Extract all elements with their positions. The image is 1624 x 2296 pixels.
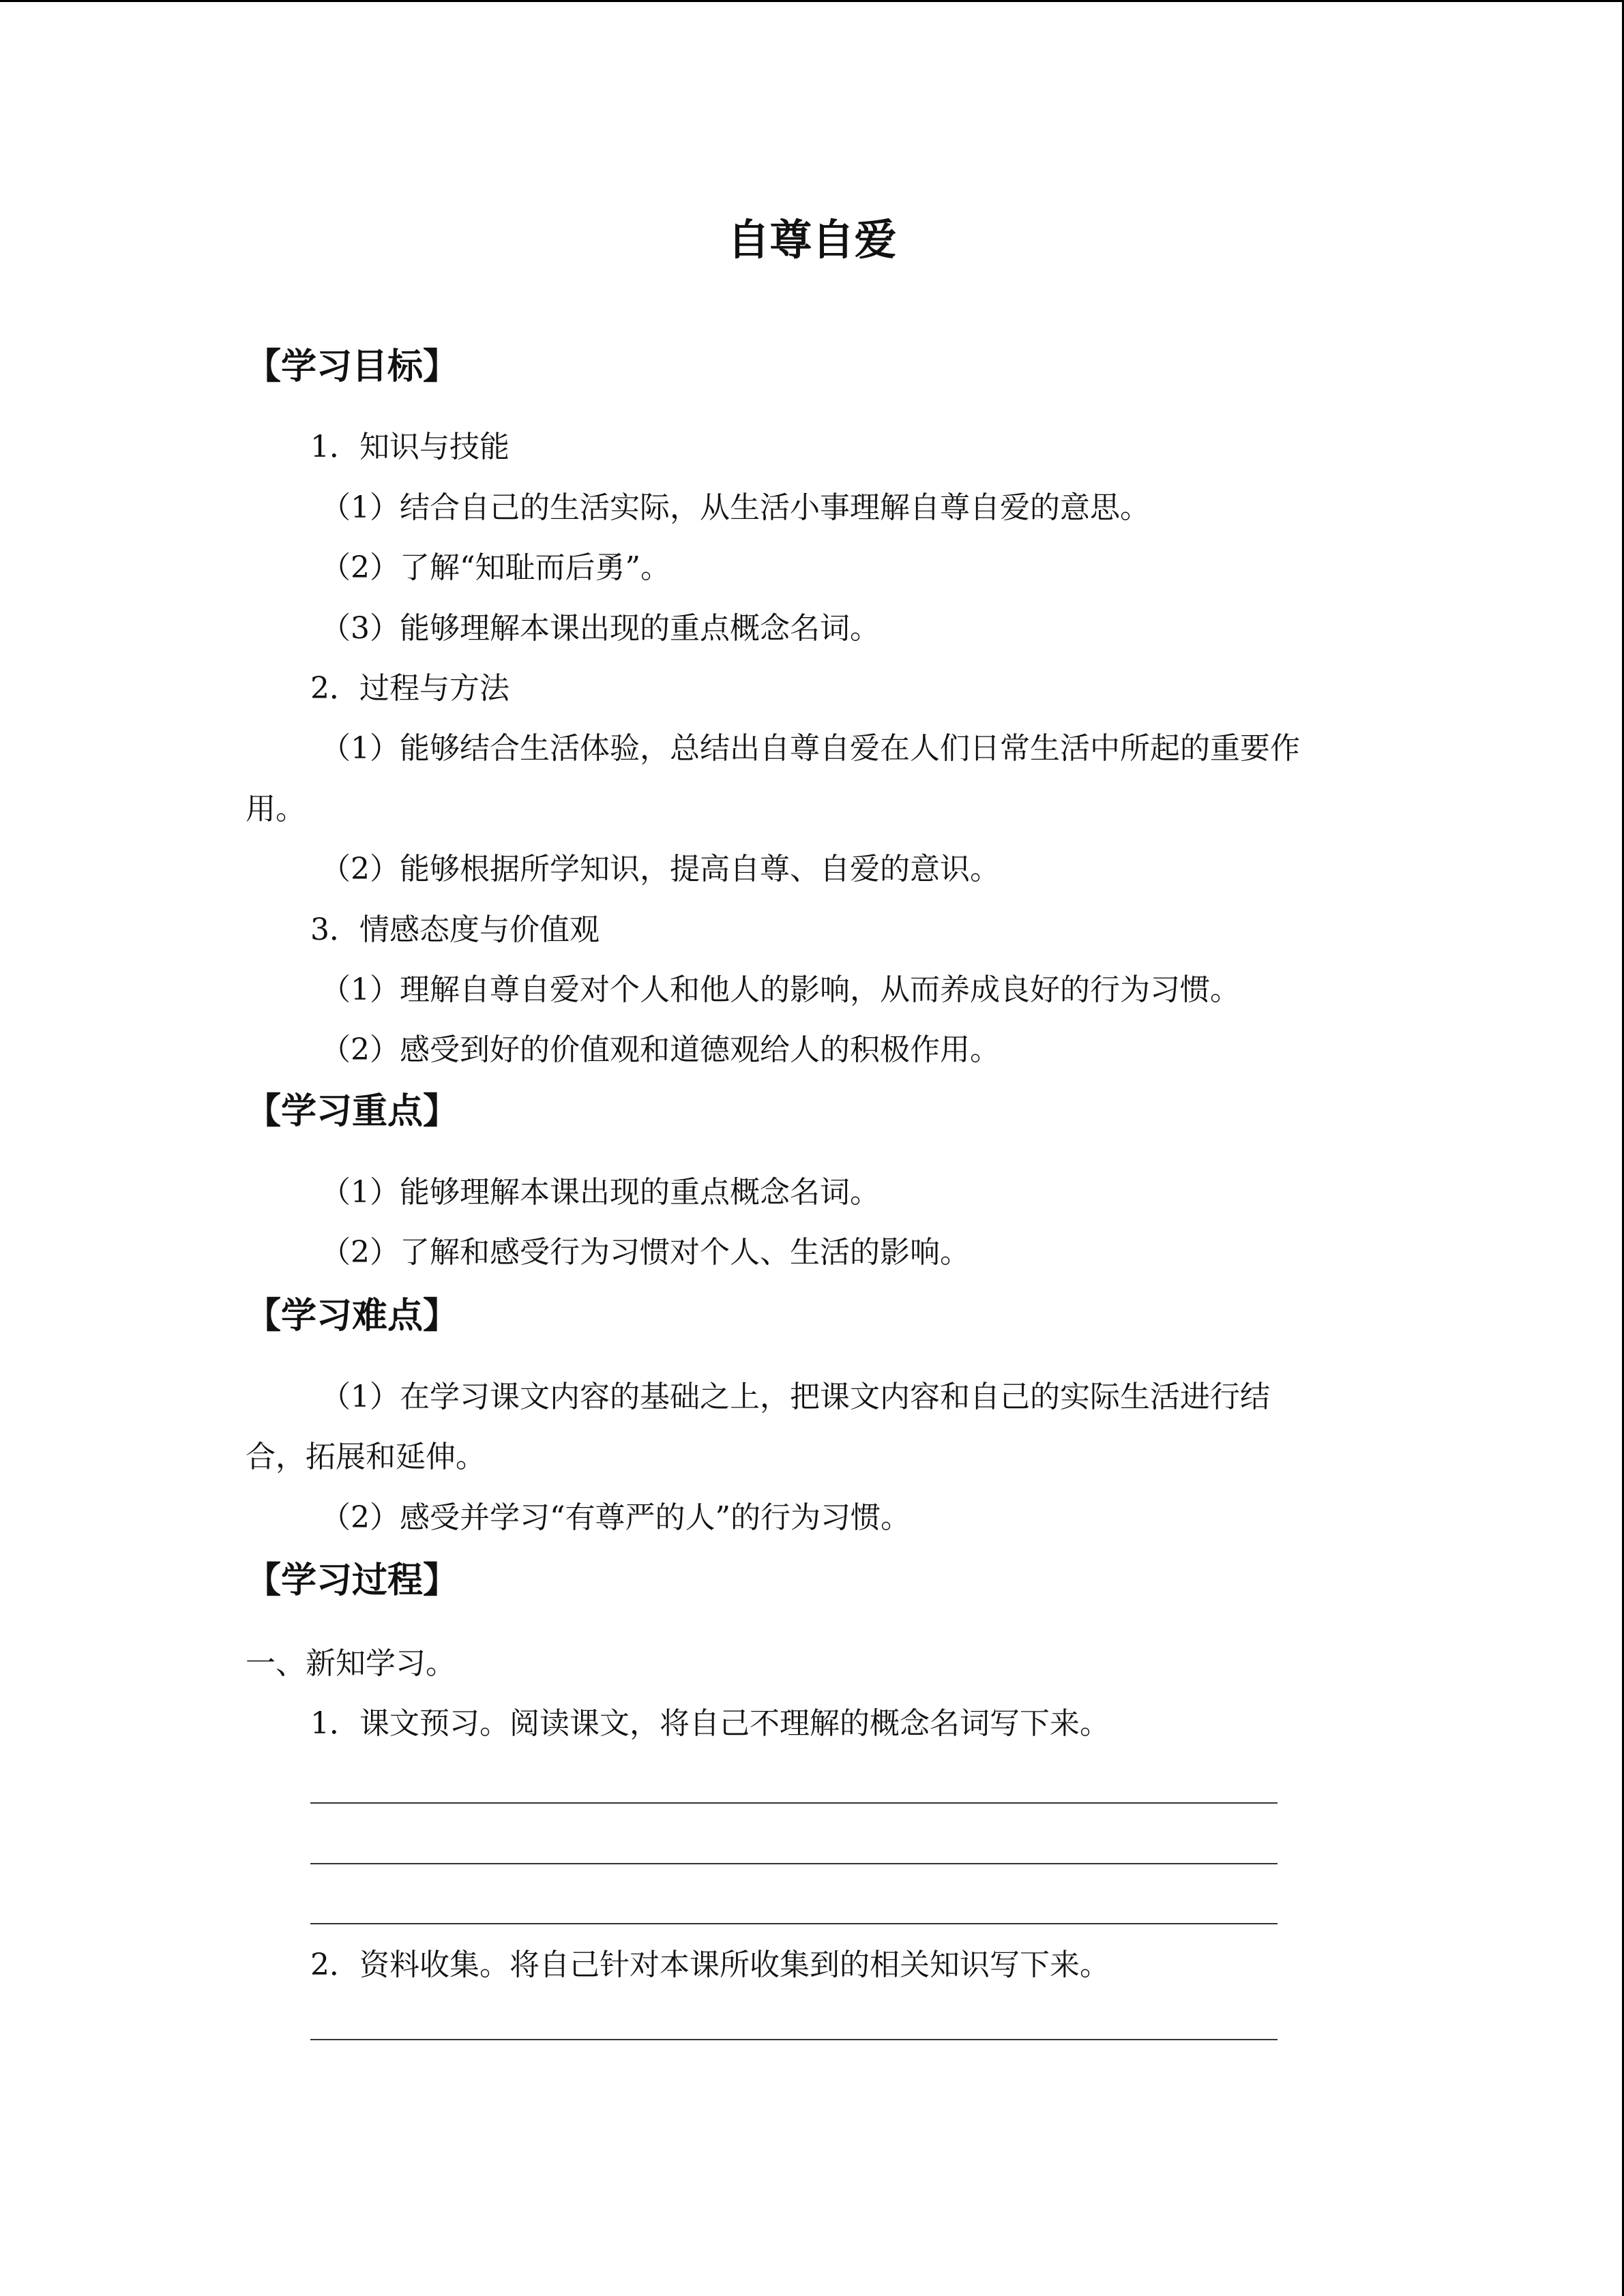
- answer-line[interactable]: [310, 1802, 1278, 1804]
- difficulty-item: （2）感受并学习“有尊严的人”的行为习惯。: [321, 1500, 911, 1535]
- goal-item: （1）结合自己的生活实际，从生活小事理解自尊自爱的意思。: [321, 490, 1150, 525]
- goal-item: （1）理解自尊自爱对个人和他人的影响，从而养成良好的行为习惯。: [321, 972, 1240, 1007]
- heading-learning-process: 【学习过程】: [246, 1560, 459, 1601]
- goal-item: （2）能够根据所学知识，提高自尊、自爱的意识。: [321, 852, 1000, 886]
- subheading-attitudes-values: 3．情感态度与价值观: [310, 912, 600, 947]
- task-material-collection: 2．资料收集。将自己针对本课所收集到的相关知识写下来。: [310, 1948, 1110, 1982]
- subheading-process-methods: 2．过程与方法: [310, 671, 510, 706]
- part-new-knowledge: 一、新知学习。: [246, 1646, 456, 1681]
- answer-line[interactable]: [310, 1923, 1278, 1924]
- document-title: 自尊自爱: [727, 215, 897, 265]
- goal-item: （2）了解“知耻而后勇”。: [321, 550, 670, 585]
- answer-line[interactable]: [310, 2039, 1278, 2040]
- subheading-knowledge-skills: 1．知识与技能: [310, 430, 510, 464]
- key-point-item: （2）了解和感受行为习惯对个人、生活的影响。: [321, 1235, 970, 1270]
- task-preview: 1．课文预习。阅读课文，将自己不理解的概念名词写下来。: [310, 1706, 1110, 1741]
- goal-item: （2）感受到好的价值观和道德观给人的积极作用。: [321, 1032, 1000, 1067]
- goal-item: （3）能够理解本课出现的重点概念名词。: [321, 611, 880, 646]
- difficulty-item-continuation: 合，拓展和延伸。: [246, 1440, 486, 1474]
- key-point-item: （1）能够理解本课出现的重点概念名词。: [321, 1175, 880, 1210]
- heading-difficulties: 【学习难点】: [246, 1296, 459, 1337]
- difficulty-item: （1）在学习课文内容的基础之上，把课文内容和自己的实际生活进行结: [321, 1380, 1270, 1414]
- heading-learning-goals: 【学习目标】: [246, 346, 459, 387]
- heading-key-points: 【学习重点】: [246, 1091, 459, 1132]
- goal-item-continuation: 用。: [246, 792, 306, 826]
- answer-line[interactable]: [310, 1863, 1278, 1864]
- goal-item: （1）能够结合生活体验，总结出自尊自爱在人们日常生活中所起的重要作: [321, 731, 1300, 766]
- page-border-top: [0, 0, 1624, 2]
